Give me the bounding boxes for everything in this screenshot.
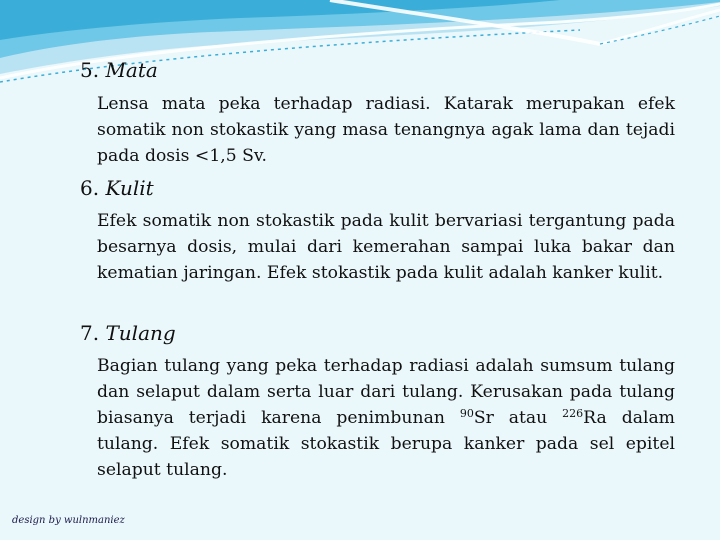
section-number: 6. bbox=[80, 176, 100, 200]
section-title: Kulit bbox=[105, 176, 154, 200]
section-body-mata: Lensa mata peka terhadap radiasi. Katarak merupakan efek somatik non stokastik yang masa tenangnya agak lama dan tejadi pada dosis <1,5 Sv. bbox=[97, 94, 675, 166]
section-body-tulang bbox=[97, 353, 675, 483]
isotope-mass-number: 226 bbox=[562, 407, 584, 420]
section-title: Tulang bbox=[105, 321, 176, 345]
section-heading-mata bbox=[80, 58, 158, 82]
isotope-mass-number: 90 bbox=[459, 407, 474, 420]
section-heading-kulit bbox=[80, 176, 154, 200]
section-title: Mata bbox=[105, 58, 158, 82]
section-body-kulit: Efek somatik non stokastik pada kulit bervariasi tergantung pada besarnya dosis, mulai dari kemerahan sampai luka bakar dan kematian jaringan. Efek stokastik pada kulit adalah kanker kulit. bbox=[97, 211, 675, 283]
footer-credit: design by wulnmaniez bbox=[12, 515, 125, 526]
body-text: Bagian tulang yang peka terhadap radiasi adalah sumsum tulang dan selaput dalam serta luar dari tulang. Kerusakan pada tulang biasanya terjadi karena penimbunan bbox=[97, 356, 675, 428]
body-text: Sr atau bbox=[473, 408, 563, 428]
section-number: 5. bbox=[80, 58, 100, 82]
section-number: 7. bbox=[80, 321, 100, 345]
body-text: Ra dalam tulang. Efek somatik stokastik berupa kanker pada sel epitel selaput tulang. bbox=[97, 408, 675, 480]
section-heading-tulang bbox=[80, 321, 176, 345]
